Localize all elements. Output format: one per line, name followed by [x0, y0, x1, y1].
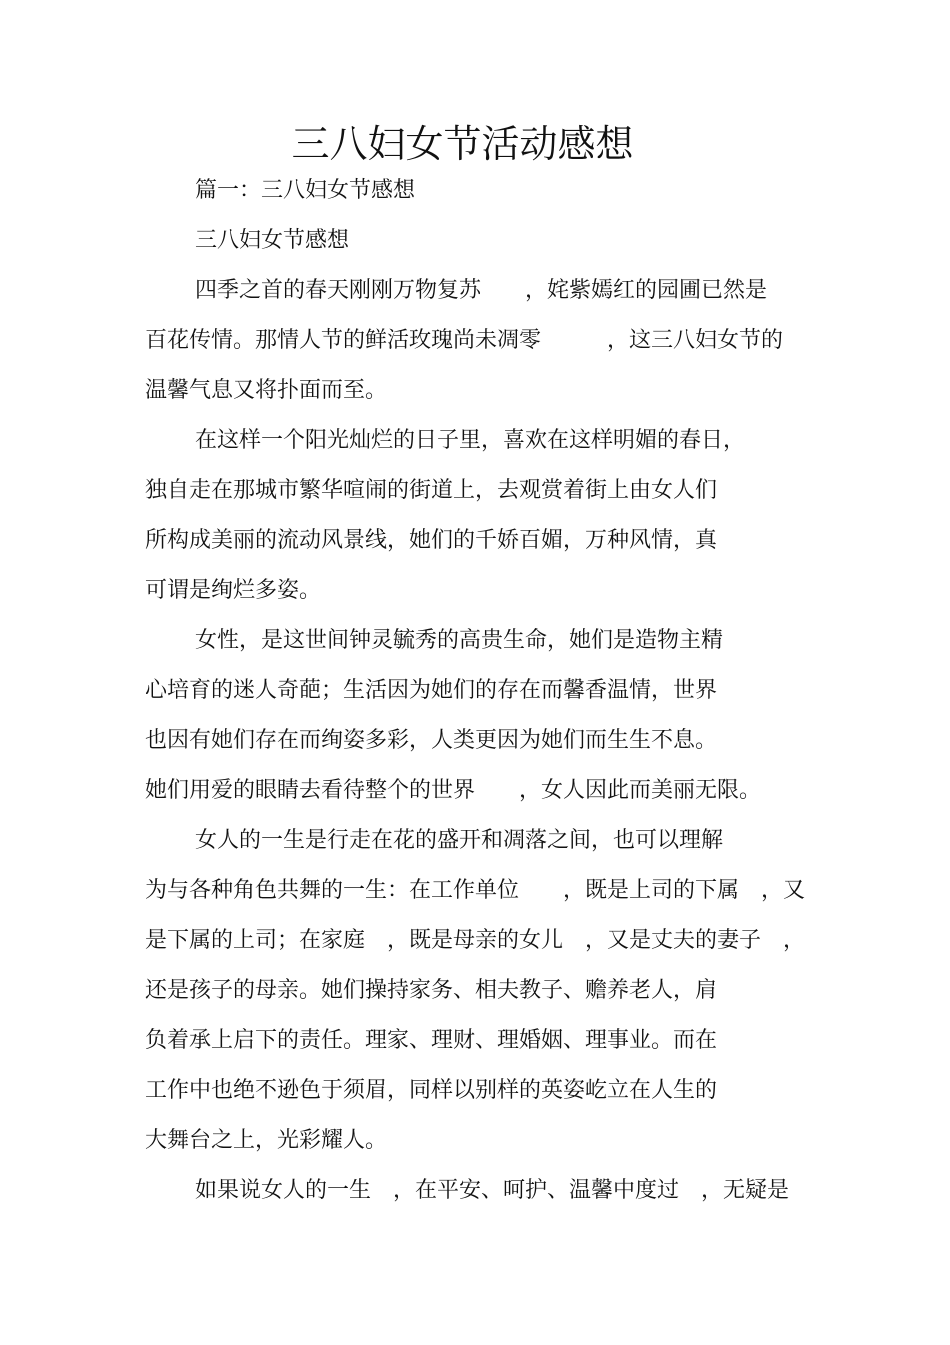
- paragraph-line: 四季之首的春天刚刚万物复苏 ，姹紫嫣红的园圃已然是: [195, 278, 768, 303]
- paragraph-line: 工作中也绝不逊色于须眉，同样以别样的英姿屹立在人生的: [145, 1078, 718, 1103]
- paragraph-line: 心培育的迷人奇葩；生活因为她们的存在而馨香温情，世界: [145, 678, 718, 703]
- paragraph-line: 在这样一个阳光灿烂的日子里，喜欢在这样明媚的春日，: [195, 428, 746, 453]
- paragraph-line: 大舞台之上，光彩耀人。: [145, 1128, 388, 1153]
- paragraph-line: 还是孩子的母亲。她们操持家务、相夫教子、赡养老人，肩: [145, 978, 718, 1003]
- subsection-heading: 三八妇女节感想: [195, 228, 350, 253]
- paragraph-line: 独自走在那城市繁华喧闹的街道上，去观赏着街上由女人们: [145, 478, 718, 503]
- section-heading: 篇一：三八妇女节感想: [195, 178, 416, 203]
- paragraph-line: 她们用爱的眼睛去看待整个的世界 ，女人因此而美丽无限。: [145, 778, 762, 803]
- paragraph-line: 温馨气息又将扑面而至。: [145, 378, 388, 403]
- paragraph-line: 女性，是这世间钟灵毓秀的高贵生命，她们是造物主精: [195, 628, 724, 653]
- paragraph-line: 是下属的上司；在家庭 ，既是母亲的女儿 ，又是丈夫的妻子 ，: [145, 928, 806, 953]
- paragraph-line: 负着承上启下的责任。理家、理财、理婚姻、理事业。而在: [145, 1028, 718, 1053]
- paragraph-line: 女人的一生是行走在花的盛开和凋落之间，也可以理解: [195, 828, 724, 853]
- document-title: 三八妇女节活动感想: [291, 122, 634, 166]
- paragraph-line: 可谓是绚烂多姿。: [145, 578, 322, 603]
- paragraph-line: 百花传情。那情人节的鲜活玫瑰尚未凋零 ，这三八妇女节的: [145, 328, 784, 353]
- paragraph-line: 所构成美丽的流动风景线，她们的千娇百媚，万种风情，真: [145, 528, 718, 553]
- paragraph-line: 也因有她们存在而绚姿多彩，人类更因为她们而生生不息。: [145, 728, 718, 753]
- paragraph-line: 如果说女人的一生 ，在平安、呵护、温馨中度过 ，无疑是: [195, 1178, 790, 1203]
- paragraph-line: 为与各种角色共舞的一生：在工作单位 ，既是上司的下属 ，又: [145, 878, 806, 903]
